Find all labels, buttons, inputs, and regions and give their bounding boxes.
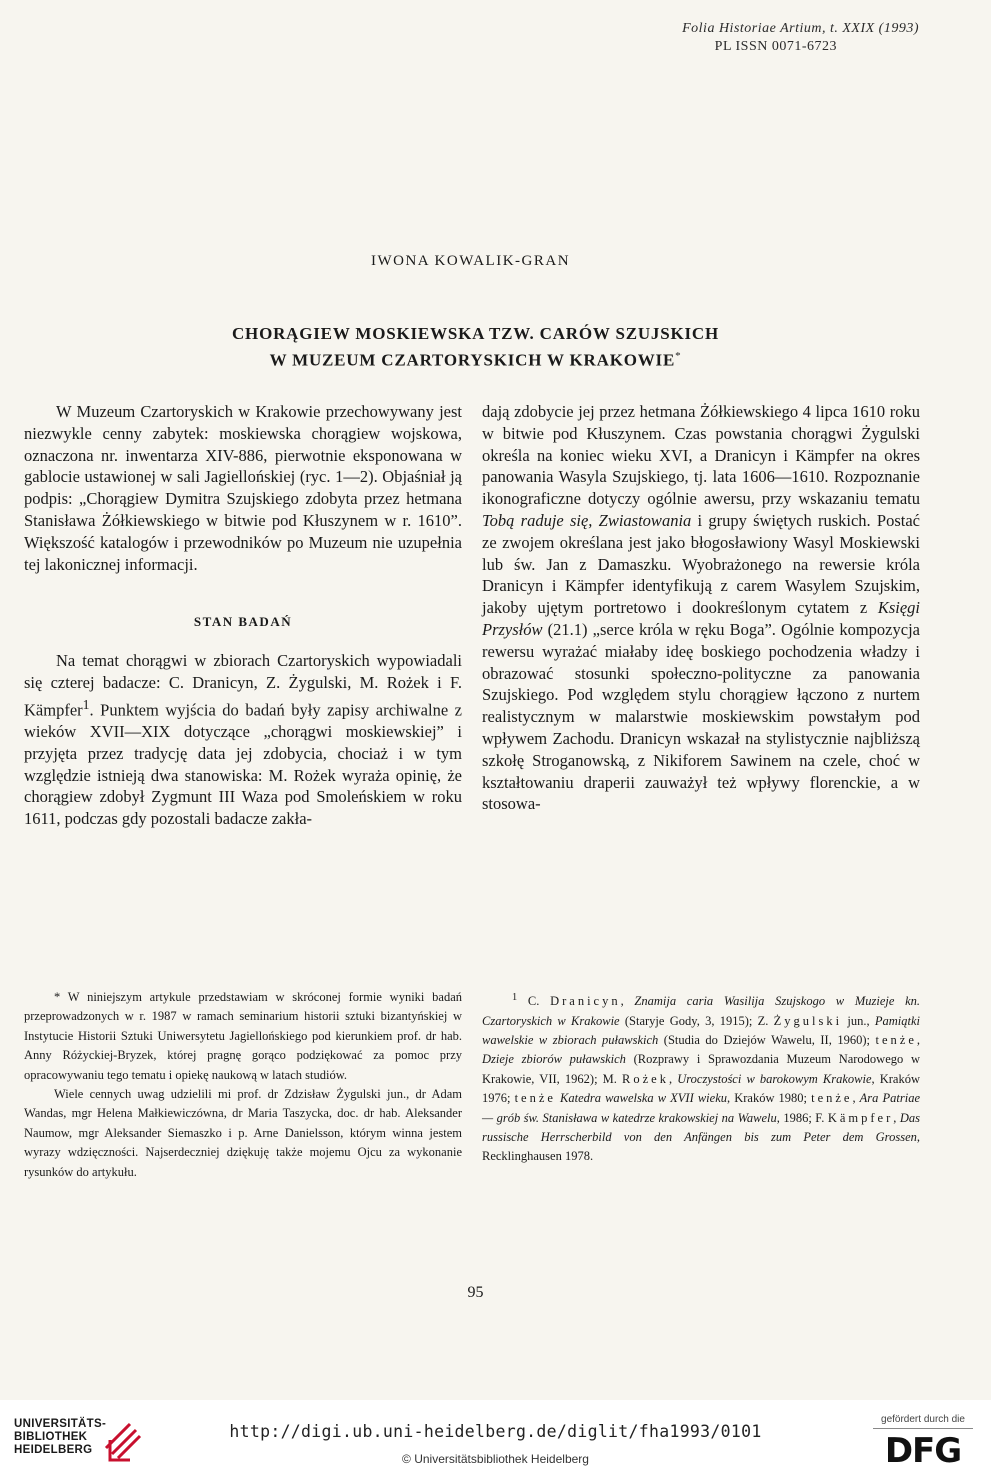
- dfg-funding[interactable]: [873, 1414, 973, 1469]
- research-text-a: Na temat chorągwi w zbiorach Czartoryskich wypowiadali się czterej badacze: C. Dranicyn, Z. Żygulski, M. Rożek i F. Kämpfer: [24, 651, 462, 720]
- footnote-1-number: 1: [512, 992, 518, 1003]
- right-italic-2: Księgi Przysłów: [482, 598, 920, 639]
- right-text-c: (21.1) „serce króla w ręku Boga”. Ogólnie kompozycja rewersu wyrażać miałaby ideę boskiego pochodzenia władzy i obrazować stosunki społeczno-polityczne za panowania Szujskiego. Pod względem stylu chorągiew łączono z nurtem realistycznym w malarstwie moskiewskim powstałym pod wpływem Zachodu. Dranicyn wskazał na stylistycznie najbliższą szkołę Stroganowską, z Nikiforem Sawinem na czele, choć w kształtowaniu draperii zauważył też wpływy florenckie, a w stosowa-: [482, 619, 920, 814]
- right-text-a: dają zdobycie jej przez hetmana Żółkiewskiego 4 lipca 1610 roku w bitwie pod Kłuszynem. Czas powstania chorągwi Żygulski określa na koniec wieku XVI, a Dranicyn i Kämpfer na okres panowania Wasyla Szujskiego, tj. lata 1606—1610. Rozpoznanie ikonograficzne dotyczy ogólnie awersu, przy wskazaniu tematu: [482, 402, 920, 509]
- dfg-logo: DFG: [884, 1431, 962, 1471]
- fn-text: , Recklinghausen 1978.: [482, 1130, 920, 1164]
- fn-italic: Dzieje zbiorów puławskich: [482, 1052, 626, 1067]
- title-line-1: CHORĄGIEW MOSKIEWSKA TZW. CARÓW SZUJSKICH: [231, 324, 720, 343]
- fn-text: , Kraków 1980;: [727, 1091, 812, 1106]
- library-name-line-1: UNIVERSITÄTS-: [14, 1418, 107, 1430]
- research-text-b: . Punktem wyjścia do badań były zapisy archiwalne z wieków XVII—XIX dotyczące „chorągwi moskiewskiej” i przyjęta przez tradycję data jej zdobycia, chociaż i w tym względzie istnieją dwa stanowiska: M. Rożek wyraża opinię, że chorągiew zdobył Zygmunt III Waza pod Smoleńskiem w roku 1611, podczas gdy pozostali badacze zakła-: [24, 700, 462, 829]
- body-column-left: [24, 401, 462, 830]
- fn-text: C.: [527, 994, 551, 1009]
- fn-spaced: tenże: [811, 1091, 853, 1106]
- fn-italic: Das russische Herrscherbild von den Anfängen bis zum Peter dem Grossen: [482, 1110, 920, 1144]
- article-title: [0, 323, 951, 372]
- journal-title: Folia Historiae Artium, t. XXIX (1993): [682, 21, 919, 36]
- fn-italic: Znamija caria Wasilija Szujskogo w Muzieje kn. Czartoryskich w Krakowie: [482, 994, 921, 1028]
- fn-text: , 1986; F.: [776, 1110, 828, 1125]
- fn-spaced: tenże: [514, 1091, 556, 1106]
- library-name-line-3: HEIDELBERG: [14, 1444, 93, 1456]
- funding-divider: [873, 1428, 973, 1429]
- fn-spaced: Żygulski: [773, 1013, 843, 1028]
- fn-italic: Katedra wawelska w XVII wieku: [560, 1091, 727, 1106]
- fn-text: ,: [668, 1071, 678, 1086]
- research-paragraph: [24, 650, 462, 830]
- footnotes-right: [482, 988, 920, 1167]
- fn-spaced: Kämpfer: [827, 1110, 894, 1125]
- fn-text: ,: [620, 994, 635, 1009]
- right-italic-1: Tobą raduje się, Zwiastowania: [482, 510, 692, 530]
- library-name-line-2: BIBLIOTHEK: [14, 1431, 88, 1443]
- title-footnote-mark: *: [675, 350, 682, 362]
- body-column-right: [482, 401, 920, 815]
- fn-text: (Studia do Dziejów Wawelu, II, 1960);: [658, 1032, 876, 1047]
- section-heading: STAN BADAŃ: [193, 614, 293, 630]
- title-line-2-text: W MUZEUM CZARTORYSKICH W KRAKOWIE: [269, 350, 676, 370]
- journal-header: [682, 20, 919, 56]
- copyright-notice: © Universitätsbibliothek Heidelberg: [402, 1452, 589, 1466]
- footnote-ref-1[interactable]: 1: [82, 696, 90, 712]
- footnote-1: [482, 988, 920, 1167]
- footnotes-left: [24, 988, 462, 1182]
- funded-by-label: gefördert durch die: [881, 1414, 965, 1425]
- footnote-star-2: Wiele cennych uwag udzielili mi prof. dr Zdzisław Żygulski jun., dr Adam Wandas, mgr Helena Małkiewiczówna, dr Maria Taszycka, doc. dr hab. Aleksander Naumow, mgr Aleksander Siemaszko i p. Arne Danielsson, którym winna jestem wyrazy wdzięczności. Najserdeczniej dziękuję także mojemu Ojcu za wykonanie rysunków do artykułu.: [24, 1087, 462, 1179]
- continued-paragraph: [482, 401, 920, 815]
- title-line-2: [0, 345, 951, 372]
- page-number: 95: [467, 1284, 484, 1301]
- journal-issn: PL ISSN 0071-6723: [714, 39, 837, 54]
- fn-text: (Staryje Gody, 3, 1915); Z.: [619, 1013, 774, 1028]
- fn-text: jun.,: [842, 1013, 875, 1028]
- fn-text: (Rozprawy i Sprawozdania Muzeum Narodowego w Krakowie, VII, 1962); M.: [482, 1052, 920, 1086]
- fn-italic: Pamiątki wawelskie w zbiorach puławskich: [482, 1013, 920, 1047]
- intro-paragraph: W Muzeum Czartoryskich w Krakowie przechowywany jest niezwykle cenny zabytek: moskiewska chorągiew wojskowa, oznaczona nr. inwentarza XIV-886, pierwotnie eksponowana w gablocie ustawionej w sali Jagiellońskiej (ryc. 1—2). Objaśniał ją podpis: „Chorągiew Dymitra Szujskiego zdobyta przez hetmana Stanisława Żółkiewskiego w bitwie pod Kłuszynem w r. 1610”. Większość katalogów i przewodników po Muzeum nie uzupełnia tej lakonicznej informacji.: [24, 402, 462, 574]
- footnote-star-1: * W niniejszym artykule przedstawiam w skróconej formie wyniki badań przeprowadzonych w r. 1987 w ramach seminarium historii sztuki bizantyńskiej w Instytucie Historii Sztuki Uniwersytetu Jagiellońskiego pod kierunkiem prof. dr hab. Anny Różyckiej-Bryzek, której pragnę gorąco podziękować za pomoc przy opracowywaniu tego tematu i opiekę naukową w latach studiów.: [24, 990, 462, 1082]
- fn-spaced: Rożek: [622, 1071, 669, 1086]
- document-url[interactable]: http://digi.ub.uni-heidelberg.de/diglit/fha1993/0101: [229, 1422, 762, 1441]
- fn-text: ,: [893, 1110, 900, 1125]
- fn-text: ,: [852, 1091, 860, 1106]
- fn-spaced: tenże: [875, 1032, 917, 1047]
- article-author: IWONA KOWALIK-GRAN: [370, 253, 571, 269]
- fn-italic: Uroczystości w barokowym Krakowie: [677, 1071, 872, 1086]
- viewer-footer: [0, 1400, 991, 1477]
- right-text-b: i grupy świętych ruskich. Postać ze zwojem określana jest jako błogosławiony Wasyl Moskiewski lub św. Jan z Damaszku. Wyobrażonego na rewersie króla Dranicyn i Kämpfer identyfikują z carem Wasylem Szujskim, jakoby ujętym portretowo i dookreślonym cytatem z: [482, 510, 920, 618]
- fn-text: ,: [916, 1032, 920, 1047]
- fn-text: , Kraków 1976;: [482, 1071, 921, 1106]
- fn-italic: Ara Patriae — grób św. Stanisława w katedrze krakowskiej na Wawelu: [482, 1091, 920, 1125]
- fn-spaced: Dranicyn: [550, 994, 621, 1009]
